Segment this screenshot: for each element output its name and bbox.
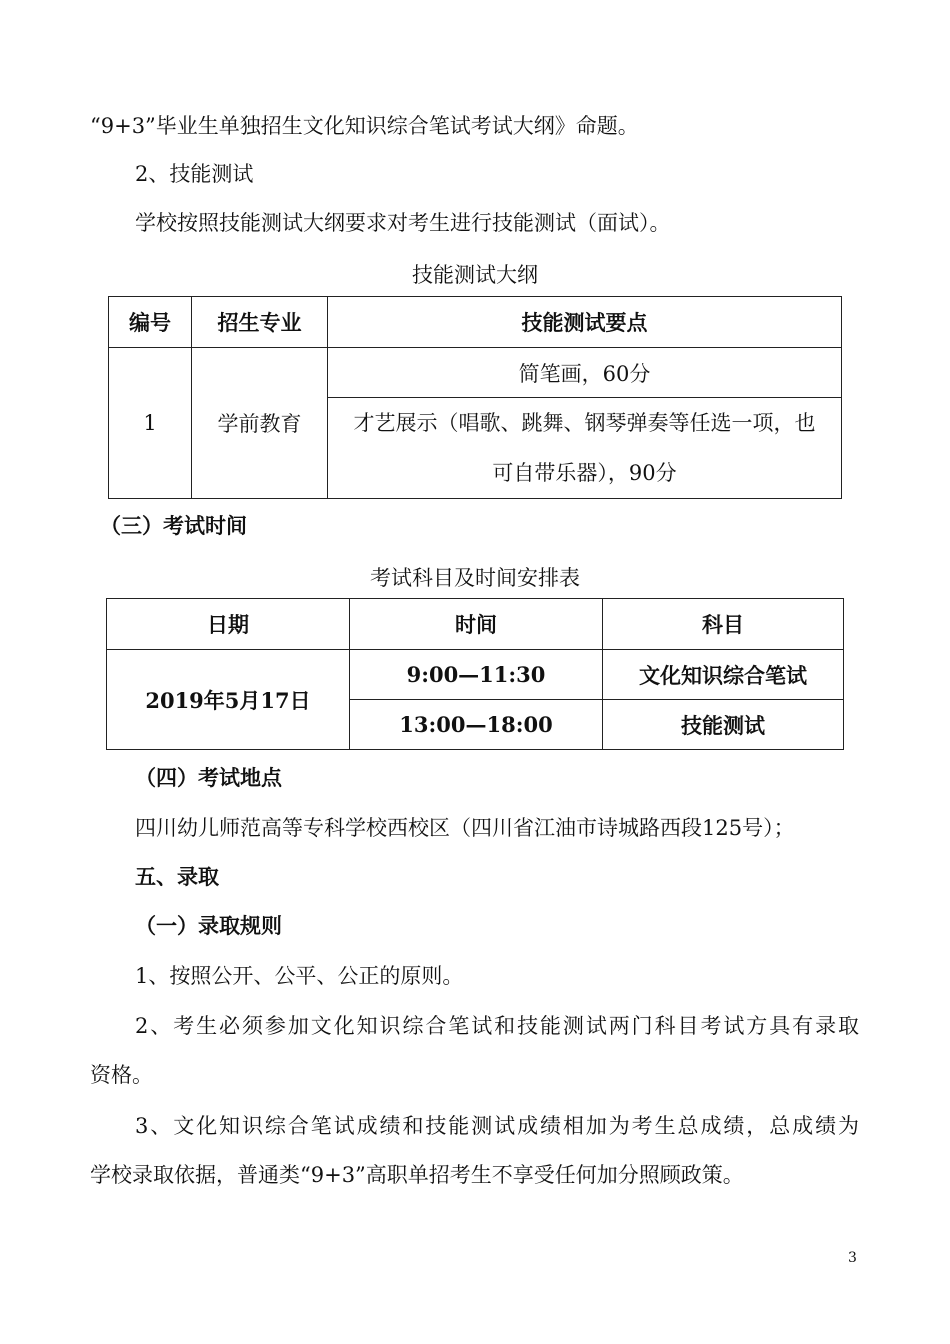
skill-table-caption: 技能测试大纲 bbox=[412, 263, 538, 287]
subject: 文化知识综合笔试 bbox=[603, 650, 844, 700]
row-major: 学前教育 bbox=[192, 348, 328, 499]
time-slot: 13:00—18:00 bbox=[350, 700, 603, 750]
intro-line: “9+3”毕业生单独招生文化知识综合笔试考试大纲》命题。 bbox=[90, 114, 639, 138]
row-number: 1 bbox=[109, 348, 192, 499]
exam-location-heading: （四）考试地点 bbox=[135, 765, 282, 790]
header-time: 时间 bbox=[350, 599, 603, 650]
admission-heading: 五、录取 bbox=[135, 864, 219, 889]
skill-test-description: 学校按照技能测试大纲要求对考生进行技能测试（面试）。 bbox=[135, 211, 671, 235]
exam-location-address: 四川幼儿师范高等专科学校西校区（四川省江油市诗城路西段125号）； bbox=[135, 816, 795, 840]
header-date: 日期 bbox=[107, 599, 350, 650]
admission-rules-heading: （一）录取规则 bbox=[135, 913, 282, 938]
exam-date: 2019年5月17日 bbox=[107, 650, 350, 750]
skill-point-talent bbox=[328, 398, 842, 499]
subject: 技能测试 bbox=[603, 700, 844, 750]
time-slot: 9:00—11:30 bbox=[350, 650, 603, 700]
skill-point-drawing: 简笔画，60分 bbox=[328, 348, 842, 398]
header-number: 编号 bbox=[109, 297, 192, 348]
skill-point-talent-line2: 可自带乐器），90分 bbox=[492, 461, 677, 485]
admission-rule-3-line-1: 3、文化知识综合笔试成绩和技能测试成绩相加为考生总成绩，总成绩为 bbox=[135, 1114, 859, 1138]
skill-test-table bbox=[108, 296, 842, 499]
admission-rule-2-line-1: 2、考生必须参加文化知识综合笔试和技能测试两门科目考试方具有录取 bbox=[135, 1014, 859, 1038]
exam-schedule-table bbox=[106, 598, 844, 750]
header-skill-points: 技能测试要点 bbox=[328, 297, 842, 348]
skill-test-heading: 2、技能测试 bbox=[135, 162, 254, 186]
exam-time-heading: （三）考试时间 bbox=[100, 513, 247, 538]
skill-point-talent-line1: 才艺展示（唱歌、跳舞、钢琴弹奏等任选一项，也 bbox=[353, 411, 816, 435]
admission-rule-1: 1、按照公开、公平、公正的原则。 bbox=[135, 964, 464, 988]
header-major: 招生专业 bbox=[192, 297, 328, 348]
page-number: 3 bbox=[848, 1250, 857, 1266]
admission-rule-2-line-2: 资格。 bbox=[90, 1063, 153, 1087]
schedule-table-caption: 考试科目及时间安排表 bbox=[370, 566, 580, 590]
admission-rule-3-line-2: 学校录取依据，普通类“9+3”高职单招考生不享受任何加分照顾政策。 bbox=[90, 1163, 744, 1187]
header-subject: 科目 bbox=[603, 599, 844, 650]
